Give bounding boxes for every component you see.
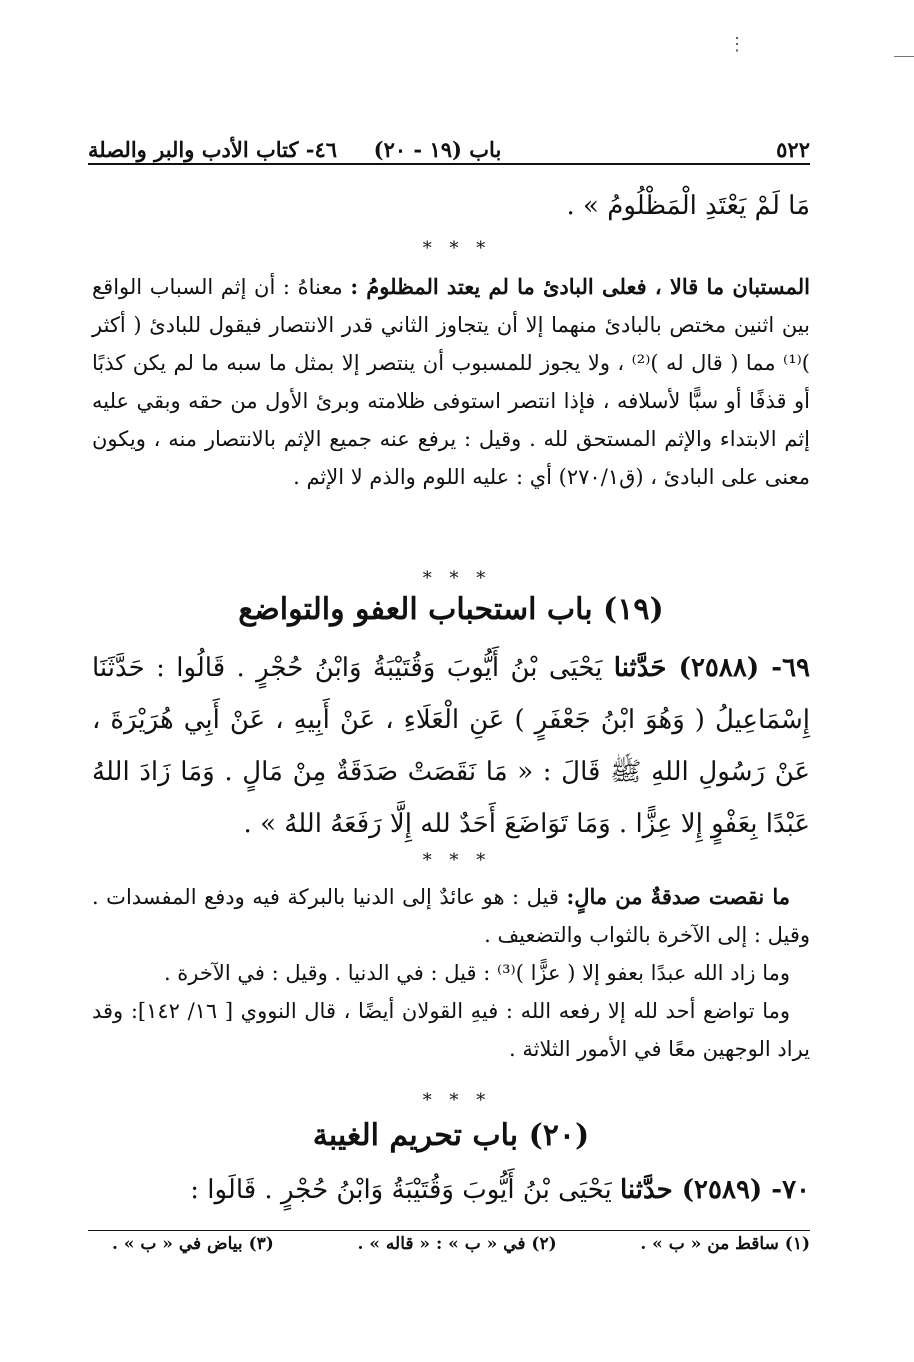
- hadith-70-number: ٧٠- (٢٥٨٩) حدَّثنا: [619, 1175, 810, 1205]
- hadith-69-number: ٦٩- (٢٥٨٨) حَدَّثنا: [613, 653, 810, 683]
- hadith-69-text: يَحْيَى بْنُ أَيُّوبَ وَقُتَيْبَةُ وَابْنُ حُجْرٍ . قَالُوا : حَدَّثَنَا إِسْمَاعِيلُ ( وَهُوَ ابْنُ جَعْفَرٍ ) عَنِ الْعَلَاءِ ، عَنْ أَبِيهِ ، عَنْ أَبِي هُرَيْرَةَ ، عَنْ رَسُولِ اللهِ ﷺ قَالَ : « مَا نَقَصَتْ صَدَقَةٌ مِنْ مَالٍ . وَمَا زَادَ اللهُ عَبْدًا بِعَفْوٍ إِلا عِزًّا . وَمَا تَوَاضَعَ أَحَدٌ لله إِلَّا رَفَعَهُ اللهُ » .: [92, 653, 810, 839]
- commentary-text: معناهُ : أن إثم السباب الواقع بين اثنين مختص بالبادئ منهما إلا أن يتجاوز الثاني قدر الانتصار فيقول للبادئ ( أكثر )⁽¹⁾ مما ( قال له )⁽²⁾ ، ولا يجوز للمسبوب أن ينتصر إلا بمثل ما سبه ما لم يكن كذبًا أو قذفًا أو سبًّا لأسلافه ، فإذا انتصر استوفى ظلامته وبرئ الأول من حقه وبقي عليه إثم الابتداء والإثم المستحق لله . وقيل : يرفع عنه جميع الإثم بالانتصار منه ، ويكون معنى على البادئ ، (ق٢٧٠/١) أي : عليه اللوم والذم لا الإثم .: [92, 275, 810, 489]
- footnote-1: (١) ساقط من « ب » .: [640, 1234, 810, 1254]
- separator-stars-1: * * *: [422, 238, 492, 259]
- footnote-rule: [88, 1230, 810, 1231]
- page-number: ٥٢٢: [776, 137, 810, 162]
- separator-stars-2: * * *: [422, 568, 492, 589]
- footnotes: [92, 1234, 810, 1254]
- commentary-paragraph-1: [92, 878, 810, 954]
- hadith-70: [92, 1164, 810, 1216]
- chapter-19-title: (١٩) باب استحباب العفو والتواضع: [238, 592, 664, 627]
- running-header: [88, 126, 810, 162]
- commentary-lemma: المستبان ما قالا ، فعلى البادئ ما لم يعتد المظلومُ :: [350, 274, 810, 299]
- matn-end: مَا لَمْ يَعْتَدِ الْمَظْلُومُ » .: [566, 191, 810, 221]
- separator-stars-4: * * *: [422, 1090, 492, 1111]
- footnote-3: (٣) بياض في « ب » .: [112, 1234, 274, 1254]
- hadith-70-text: يَحْيَى بْنُ أَيُّوبَ وَقُتَيْبَةُ وَابْنُ حُجْرٍ . قَالَوا :: [190, 1175, 620, 1205]
- commentary-text-2: قيل : هو عائدٌ إلى الدنيا بالبركة فيه ودفع المفسدات . وقيل : إلى الآخرة بالثواب والتضعيف .: [92, 885, 810, 947]
- footnote-2: (٢) في « ب » : « قاله » .: [357, 1234, 557, 1254]
- edge-mark: [894, 56, 914, 57]
- running-title: باب (١٩ - ٢٠) ٤٦- كتاب الأدب والبر والصلة: [88, 137, 502, 162]
- commentary-paragraph-3: وما تواضع أحد لله إلا رفعه الله : فيهِ القولان أيضًا ، قال النووي [ ١٦/ ١٤٢]: وقد يراد الوجهين معًا في الأمور الثلاثة .: [92, 999, 810, 1061]
- commentary-paragraph-2: وما زاد الله عبدًا بعفو إلا ( عزًّا )⁽³⁾ : قيل : في الدنيا . وقيل : في الآخرة .: [163, 961, 790, 985]
- commentary-section-1: [92, 268, 810, 496]
- hadith-69: [92, 642, 810, 850]
- header-rule: [88, 163, 810, 165]
- margin-mark: ⋮: [728, 34, 746, 55]
- commentary-section-2: [92, 878, 810, 1068]
- hadith-continuation: [92, 180, 810, 232]
- commentary-lemma-2: ما نقصت صدقةٌ من مالٍ:: [566, 884, 791, 909]
- chapter-20-title: (٢٠) باب تحريم الغيبة: [312, 1118, 590, 1153]
- separator-stars-3: * * *: [422, 850, 492, 871]
